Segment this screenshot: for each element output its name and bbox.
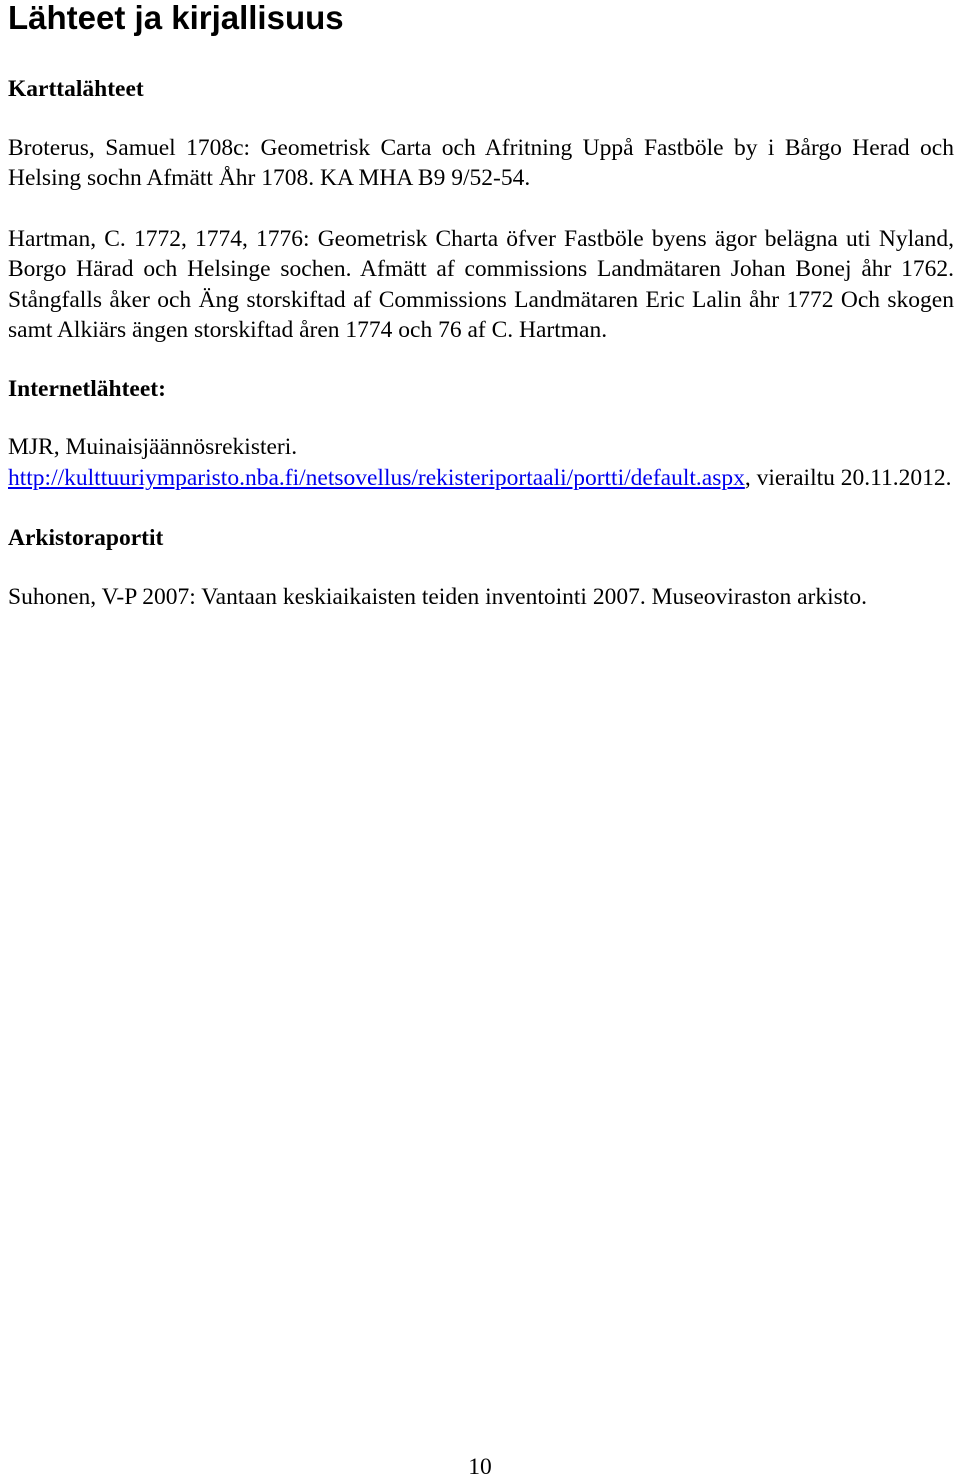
reference-entry-prefix: MJR, Muinaisjäännösrekisteri.	[8, 434, 298, 460]
reference-entry: Suhonen, V-P 2007: Vantaan keskiaikaisten teiden inventointi 2007. Museoviraston arkisto.	[8, 583, 867, 610]
reference-entry: Broterus, Samuel 1708c: Geometrisk Carta och Afritning Uppå Fastböle by i Bårgo Herad och Helsing sochn Afmätt Åhr 1708. KA MHA B9 9/52-54.	[8, 134, 954, 191]
reference-entry	[8, 432, 954, 493]
page-title: Lähteet ja kirjallisuus	[8, 0, 344, 36]
document-body	[8, 74, 954, 642]
reference-link[interactable]: http://kulttuuriymparisto.nba.fi/netsovellus/rekisteriportaali/portti/default.aspx	[8, 464, 745, 491]
section-heading-maps: Karttalähteet	[8, 76, 144, 102]
reference-entry: Hartman, C. 1772, 1774, 1776: Geometrisk Charta öfver Fastböle byens ägor belägna uti Nyland, Borgo Härad och Helsinge sochen. Afmätt af commissions Landmätaren Johan Bonej åhr 1762. Stångfalls åker och Äng storskiftad af Commissions Landmätaren Eric Lalin åhr 1772 Och skogen samt Alkiärs ängen storskiftad åren 1774 och 76 af C. Hartman.	[8, 225, 954, 343]
section-heading-internet: Internetlähteet:	[8, 375, 166, 402]
reference-entry-suffix: , vierailtu 20.11.2012.	[744, 464, 952, 491]
section-heading-archive: Arkistoraportit	[8, 525, 164, 551]
page-number: 10	[468, 1454, 492, 1480]
